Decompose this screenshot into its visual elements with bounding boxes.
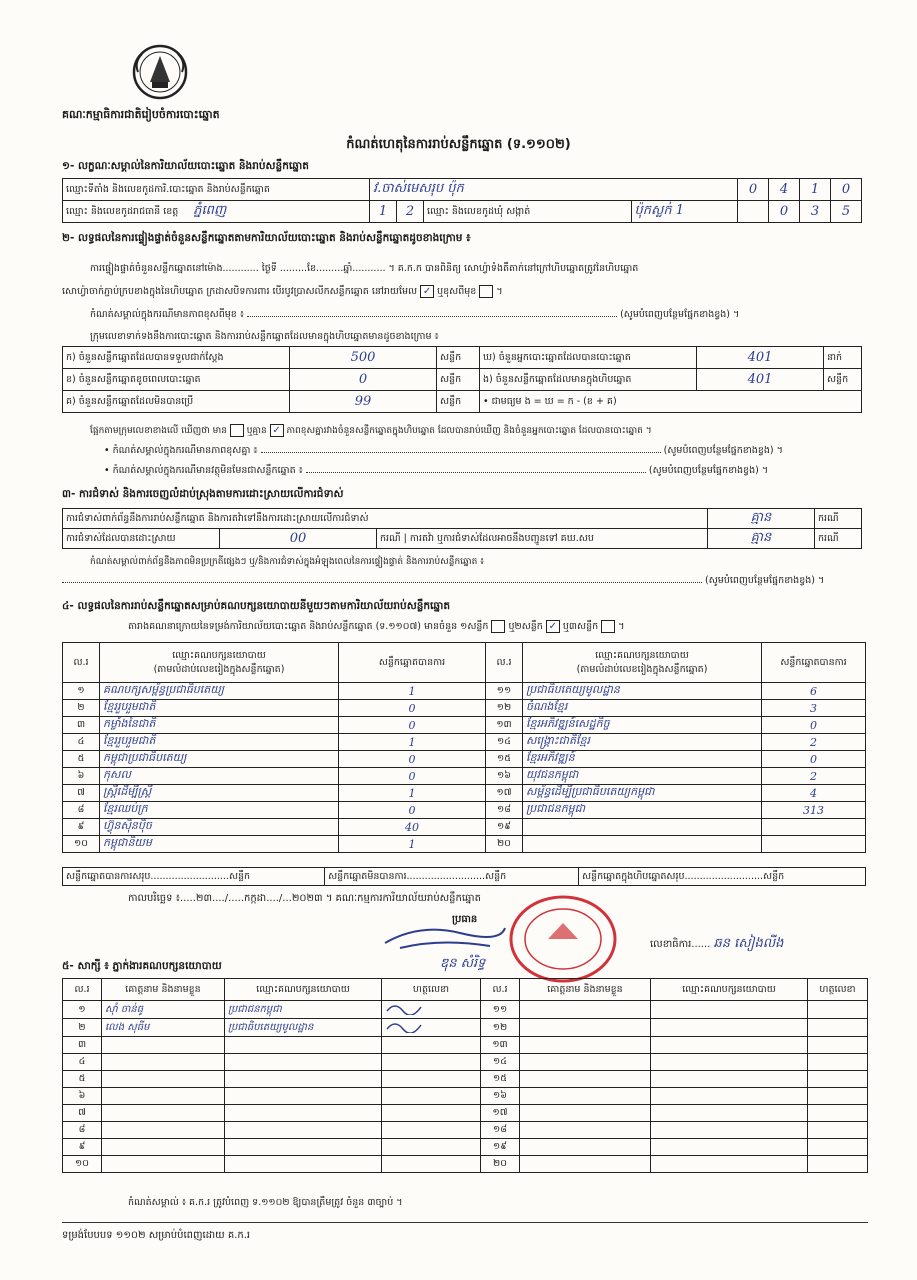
- party-row: [63, 768, 866, 785]
- witness-no: ១: [63, 1001, 102, 1019]
- section3-heading: ៣- ការជំទាស់ និងការចេញលំដាប់ស្រុងតាមការដោះស្រាយលើការជំទាស់: [62, 488, 344, 500]
- commune-code-3: 5: [831, 201, 862, 223]
- result-value-b: 0: [290, 369, 437, 391]
- section2-results-table: [62, 346, 862, 413]
- w-col-no-right: ល.រ: [481, 979, 520, 1001]
- party-votes: 2: [762, 734, 866, 751]
- party-no: ៧: [63, 785, 100, 802]
- party-name: ខ្មែរអភិវឌ្ឍន៍សេដ្ឋកិច្ច: [523, 717, 762, 734]
- witness-signature: [382, 1156, 481, 1173]
- resolved-unit: ករណី: [380, 532, 401, 544]
- total-valid: សន្លឹកឆ្នោតបានការសរុប..........................សន្លឹក: [63, 868, 325, 886]
- sheet2-box[interactable]: ✓: [546, 620, 560, 633]
- col-party-left-title: ឈ្មោះគណបក្សនយោបាយ: [172, 649, 266, 661]
- party-no: ២: [63, 700, 100, 717]
- note-line: [90, 308, 860, 322]
- date-line: កាលបរិច្ឆេទ ៖.....២៣..../.....កក្កដា..../...២០២៣ ។ គណៈកម្មការការិយាល័យរាប់សន្លឹកឆ្នោត: [128, 893, 481, 904]
- col-party-right: [523, 643, 762, 683]
- bullet2-dots: [306, 472, 646, 473]
- witness-table: [62, 978, 868, 1173]
- party-name: ខ្មែររួបរួមជាតិ: [100, 700, 339, 717]
- province-value: ភ្នំពេញ: [193, 203, 227, 218]
- place-label: ឈ្មោះទីតាំង និងលេខកូដការិ.បោះឆ្នោត និងរាប់សន្លឹកឆ្នោត: [63, 179, 370, 201]
- committee-name: គណៈកម្មាធិការជាតិរៀបចំការបោះឆ្នោត: [62, 108, 220, 121]
- section2-para2-end: ឬខុសពីមុខ: [437, 286, 477, 297]
- witness-no: ១៧: [481, 1105, 520, 1122]
- party-votes: 2: [762, 768, 866, 785]
- col-party-right-sub: (តាមលំដាប់លេខរៀងក្នុងសន្លឹកឆ្នោត): [576, 663, 708, 675]
- witness-name: [520, 1071, 651, 1088]
- totals-table: [62, 867, 866, 886]
- witness-name: [520, 1156, 651, 1173]
- witness-signature: [808, 1156, 868, 1173]
- witness-party: [225, 1105, 382, 1122]
- party-row: [63, 734, 866, 751]
- party-votes: 1: [339, 785, 486, 802]
- w-col-party-right: ឈ្មោះគណបក្សនយោបាយ: [651, 979, 808, 1001]
- witness-signature: [382, 1054, 481, 1071]
- w-col-name-left: គោត្តនាម និងនាមខ្លួន: [102, 979, 225, 1001]
- party-votes: 3: [762, 700, 866, 717]
- party-name: ខ្មែររួបរួមជាតិ: [100, 734, 339, 751]
- witness-no: ១៤: [481, 1054, 520, 1071]
- witness-party: [651, 1139, 808, 1156]
- party-row: [63, 751, 866, 768]
- witness-party: [225, 1122, 382, 1139]
- col-no-right: ល.រ: [486, 643, 523, 683]
- check-different-box[interactable]: [479, 285, 493, 298]
- witness-no: ១៨: [481, 1122, 520, 1139]
- party-no: ១២: [486, 700, 523, 717]
- witness-signature: [808, 1037, 868, 1054]
- resolved-value: 00: [220, 529, 377, 549]
- party-name: កម្ពុជានិយម: [100, 836, 339, 853]
- witness-name: ស៊ាំ ចាន់ធូ: [102, 1001, 225, 1019]
- witness-signature: [808, 1088, 868, 1105]
- party-no: ១៤: [486, 734, 523, 751]
- witness-row: [63, 1001, 868, 1019]
- witness-party: [651, 1071, 808, 1088]
- section4-intro-line: តារាងគណនាក្រោយនៃទម្រង់ការិយាល័យបោះឆ្នោត និងរាប់សន្លឹកឆ្នោត (ទ.១១០៧) មានចំនួន ១សន្លឹក ឬ២សន្លឹក ✓ ឬ៣សន្លឹក ។: [128, 621, 625, 632]
- witness-signature: [808, 1071, 868, 1088]
- section2-heading: ២- លទ្ធផលនៃការផ្ទៀងផ្ទាត់ចំនួនសន្លឹកឆ្នោតតាមការិយាល័យបោះឆ្នោត និងរាប់សន្លឹកឆ្នោតដូចខាងក្រោម ៖: [62, 232, 471, 244]
- party-no: ៥: [63, 751, 100, 768]
- party-no: ៣: [63, 717, 100, 734]
- witness-party: [651, 1156, 808, 1173]
- result-value-c: 99: [290, 391, 437, 413]
- w-col-sign-right: ហត្ថលេខា: [808, 979, 868, 1001]
- witness-name: [102, 1054, 225, 1071]
- witness-signature: [382, 1088, 481, 1105]
- party-name: សម្ព័ន្ធដើម្បីប្រជាធិបតេយ្យកម្ពុជា: [523, 785, 762, 802]
- witness-signature: [382, 1105, 481, 1122]
- witness-name: [102, 1156, 225, 1173]
- col-party-left: [100, 643, 339, 683]
- witness-signature: [382, 1122, 481, 1139]
- witness-party: [225, 1054, 382, 1071]
- w-col-name-right: គោត្តនាម និងនាមខ្លួន: [520, 979, 651, 1001]
- witness-row: [63, 1037, 868, 1054]
- witness-party: [651, 1037, 808, 1054]
- witness-no: ១១: [481, 1001, 520, 1019]
- col-no-left: ល.រ: [63, 643, 100, 683]
- party-name: [523, 819, 762, 836]
- witness-no: ៣: [63, 1037, 102, 1054]
- section5-heading: ៥- សាក្សី ៖ ភ្នាក់ងារគណបក្សនយោបាយ: [62, 960, 222, 972]
- witness-signature-mark: [385, 1019, 425, 1033]
- party-name: សង្គ្រោះជាតិខ្មែរ: [523, 734, 762, 751]
- place-code-4: 0: [831, 179, 862, 201]
- section5-footnote: កំណត់សម្គាល់ ៖ គ.ក.រ ត្រូវបំពេញ ទ.១១០២ ឱ្យបានត្រឹមត្រូវ ចំនួន ៣ច្បាប់ ។: [128, 1197, 403, 1208]
- witness-party: [651, 1054, 808, 1071]
- witness-party: [225, 1071, 382, 1088]
- witness-no: ៩: [63, 1139, 102, 1156]
- note-line-dots: [247, 316, 617, 317]
- witness-party: [225, 1156, 382, 1173]
- result-label-e: ង) ចំនួនសន្លឹកឆ្នោតដែលមានក្នុងហិបឆ្នោត: [480, 369, 697, 391]
- party-name: គណបក្សសម្ព័ន្ធប្រជាធិបតេយ្យ: [100, 683, 339, 700]
- section3-table: [62, 508, 862, 549]
- forwarded-unit: ករណី: [815, 529, 862, 549]
- party-votes: 0: [339, 700, 486, 717]
- witness-row: [63, 1019, 868, 1037]
- witness-no: ១៦: [481, 1088, 520, 1105]
- result-value-e: 401: [697, 369, 824, 391]
- province-cell: [63, 201, 370, 223]
- party-row: [63, 683, 866, 700]
- secretary-label: លេខាធិការ: [650, 939, 692, 950]
- party-no: ៦: [63, 768, 100, 785]
- difference-no-box[interactable]: ✓: [270, 424, 284, 437]
- result-value-a: 500: [290, 347, 437, 369]
- witness-signature: [808, 1122, 868, 1139]
- result-label-a: ក) ចំនួនសន្លឹកឆ្នោតដែលបានទទួលជាក់ស្តែង: [63, 347, 290, 369]
- witness-party: [651, 1122, 808, 1139]
- witness-name: [520, 1088, 651, 1105]
- witness-signature: [382, 1071, 481, 1088]
- party-no: ២០: [486, 836, 523, 853]
- witness-no: ១៩: [481, 1139, 520, 1156]
- province-code-2: 2: [397, 201, 424, 223]
- place-value: វ.ចាស់មេសរុប ប៉ុក: [370, 179, 738, 201]
- party-votes-table: [62, 642, 866, 853]
- section1-heading: ១- លក្ខណៈសម្គាល់នៃការិយាល័យបោះឆ្នោត និងរាប់សន្លឹកឆ្នោត: [62, 160, 309, 172]
- witness-name: [102, 1037, 225, 1054]
- witness-name: [102, 1071, 225, 1088]
- result-formula: • ជាមធ្យម ង = ឃ = ក - (ខ + គ): [480, 391, 862, 413]
- bullet1-line: [104, 444, 860, 458]
- resolved-label: ការជំទាស់ដែលបានដោះស្រាយ: [63, 529, 220, 549]
- party-votes: 4: [762, 785, 866, 802]
- total-invalid: សន្លឹកឆ្នោតមិនបានការ..........................សន្លឹក: [325, 868, 579, 886]
- witness-name: [102, 1122, 225, 1139]
- section4-intro2: ឬ២សន្លឹក: [508, 621, 543, 632]
- form-title: កំណត់ហេតុនៃការរាប់សន្លឹកឆ្នោត (ទ.១១០២): [346, 137, 571, 152]
- result-row: [63, 391, 862, 413]
- col-votes-left: សន្លឹកឆ្នោតបានការ: [339, 643, 486, 683]
- party-no: ៩: [63, 819, 100, 836]
- witness-party: [651, 1019, 808, 1037]
- objection-value: គ្មាន: [708, 509, 815, 529]
- witness-row: [63, 1105, 868, 1122]
- party-name: ប្រជាជនកម្ពុជា: [523, 802, 762, 819]
- witness-row: [63, 1122, 868, 1139]
- party-no: ១៧: [486, 785, 523, 802]
- commune-code-2: 3: [800, 201, 831, 223]
- section4-intro3: ឬ៣សន្លឹក: [562, 621, 599, 632]
- party-votes: 0: [339, 768, 486, 785]
- result-unit-d: នាក់: [824, 347, 862, 369]
- check-same-box[interactable]: ✓: [420, 285, 434, 298]
- forwarded-label: ការតវ៉ា ឬការជំទាស់ដែលអាចនឹងបញ្ជូនទៅ គឃ.សប: [409, 532, 594, 544]
- result-intro: ក្រុមលេខាទាក់ទងនឹងការបោះឆ្នោត និងការរាប់សន្លឹកឆ្នោតដែលមានក្នុងហិបឆ្នោតមានដូចខាងក្រោម ៖: [90, 331, 439, 342]
- col-party-left-sub: (តាមលំដាប់លេខរៀងក្នុងសន្លឹកឆ្នោត): [153, 663, 285, 675]
- province-label: ឈ្មោះ និងលេខកូដរាជធានី ខេត្ត: [66, 206, 179, 217]
- witness-no: ៨: [63, 1122, 102, 1139]
- witness-signature: [808, 1054, 868, 1071]
- difference-text-1: ផ្អែកតាមក្រុមលេខាខាងលើ ឃើញថា មាន: [90, 426, 227, 436]
- witness-row: [63, 1156, 868, 1173]
- result-label-d: ឃ) ចំនួនអ្នកបោះឆ្នោតដែលបានបោះឆ្នោត: [480, 347, 697, 369]
- w-col-sign-left: ហត្ថលេខា: [382, 979, 481, 1001]
- witness-name: [520, 1054, 651, 1071]
- party-no: ១១: [486, 683, 523, 700]
- result-label-b: ខ) ចំនួនសន្លឹកឆ្នោតខូចពេលបោះឆ្នោត: [63, 369, 290, 391]
- party-name: [523, 836, 762, 853]
- commune-label: ឈ្មោះ និងលេខកូដឃុំ សង្កាត់: [424, 201, 632, 223]
- difference-text-2: ឬគ្មាន: [246, 426, 267, 436]
- result-row: [63, 347, 862, 369]
- bullet2-label: • កំណត់សម្គាល់ក្នុងករណីមានវត្ថុមិនមែនជាសន្លឹកឆ្នោត ៖: [104, 465, 303, 476]
- result-value-d: 401: [697, 347, 824, 369]
- chair-name: ឌុន សំរិទ្ធ: [440, 956, 486, 971]
- objection-label: ការជំទាស់ពាក់ព័ន្ធនឹងការរាប់សន្លឹកឆ្នោត និងការតវ៉ាទៅនឹងការដោះស្រាយលើការជំទាស់: [63, 509, 708, 529]
- witness-row: [63, 1088, 868, 1105]
- party-votes: 6: [762, 683, 866, 700]
- section2-para2: សោហ្វ៉ាចាក់ភ្ជាប់ក្របខាងក្នុងនៃហិបឆ្នោត ក្រដាសបិទការពារ បើរបូវប្រាសលីកសន្លឹកឆ្នោត នៅរាយមែល: [62, 286, 418, 297]
- witness-signature: [808, 1139, 868, 1156]
- chair-label: ប្រធាន: [452, 914, 478, 925]
- bullet1-dots: [261, 452, 661, 453]
- resolved-mid: ករណី | ការតវ៉ា ឬការជំទាស់ដែលអាចនឹងបញ្ជូនទៅ គឃ.សប: [377, 529, 708, 549]
- commune-value: ប៉ុកស្លក់ 1: [631, 201, 737, 223]
- witness-no: ១៣: [481, 1037, 520, 1054]
- witness-party: ប្រជាធិបតេយ្យមូលដ្ឋាន: [225, 1019, 382, 1037]
- party-no: ១៣: [486, 717, 523, 734]
- party-no: ៨: [63, 802, 100, 819]
- party-row: [63, 836, 866, 853]
- secretary-line: លេខាធិការ...... ឆន សៀងលីង: [650, 936, 784, 951]
- result-unit-c: សន្លឹក: [437, 391, 480, 413]
- party-votes: 40: [339, 819, 486, 836]
- result-row: [63, 369, 862, 391]
- party-name: ខ្មែរឈប់ក្រ: [100, 802, 339, 819]
- party-no: ១០: [63, 836, 100, 853]
- bullet1-fill: (សូមបំពេញបន្ថែមផ្នែកខាងខ្វង) ។: [663, 445, 783, 456]
- witness-name: [102, 1088, 225, 1105]
- difference-yes-box[interactable]: [230, 424, 244, 437]
- witness-party: [651, 1001, 808, 1019]
- party-row: [63, 700, 866, 717]
- party-name: ប្រជាធិបតេយ្យមូលដ្ឋាន: [523, 683, 762, 700]
- witness-party: ប្រជាជនកម្ពុជា: [225, 1001, 382, 1019]
- section2-para1: ការផ្ទៀងផ្ទាត់ចំនួនសន្លឹកឆ្នោតនៅម៉ោង............ ថ្ងៃទី .........ខែ.........ឆ្នាំ........... ។ គ.ក.ក បានពិនិត្យ សោហ្វ៉ាទំងតឹតាក់នៅក្រៅហិបឆ្នោតត្រូវនៃហិបឆ្នោត: [90, 263, 639, 274]
- witness-signature-mark: [385, 1001, 425, 1015]
- w-col-no-left: ល.រ: [63, 979, 102, 1001]
- witness-party: [651, 1088, 808, 1105]
- party-votes: 0: [339, 751, 486, 768]
- witness-no: ៥: [63, 1071, 102, 1088]
- party-name: ខ្មែរអភិវឌ្ឍន៍: [523, 751, 762, 768]
- result-unit-a: សន្លឹក: [437, 347, 480, 369]
- place-code-1: 0: [738, 179, 769, 201]
- party-votes: 0: [339, 717, 486, 734]
- witness-name: [520, 1139, 651, 1156]
- witness-no: ៦: [63, 1088, 102, 1105]
- party-row: [63, 819, 866, 836]
- party-votes: [762, 819, 866, 836]
- party-row: [63, 802, 866, 819]
- official-stamp: [508, 895, 618, 983]
- col-party-right-title: ឈ្មោះគណបក្សនយោបាយ: [595, 649, 689, 661]
- party-votes: 0: [762, 717, 866, 734]
- party-no: ៤: [63, 734, 100, 751]
- witness-signature: [808, 1019, 868, 1037]
- difference-line: [90, 424, 652, 438]
- party-no: ១: [63, 683, 100, 700]
- witness-signature: [808, 1105, 868, 1122]
- party-votes: 0: [762, 751, 866, 768]
- witness-row: [63, 1054, 868, 1071]
- chair-signature: [380, 918, 510, 958]
- witness-name: [520, 1122, 651, 1139]
- party-no: ១៥: [486, 751, 523, 768]
- section3-fill-line: [62, 574, 862, 588]
- secretary-name: ឆន សៀងលីង: [713, 936, 784, 951]
- witness-name: [520, 1001, 651, 1019]
- witness-party: [651, 1105, 808, 1122]
- party-row: [63, 785, 866, 802]
- witness-name: [520, 1037, 651, 1054]
- party-no: ១៨: [486, 802, 523, 819]
- bullet1-label: • កំណត់សម្គាល់ក្នុងករណីមានភាពខុសគ្នា ៖: [104, 445, 258, 456]
- witness-row: [63, 1071, 868, 1088]
- witness-name: [520, 1019, 651, 1037]
- witness-no: ២០: [481, 1156, 520, 1173]
- party-votes: 0: [339, 802, 486, 819]
- section1-table: [62, 178, 862, 223]
- party-name: ស្ត្រីដើម្បីស្ត្រី: [100, 785, 339, 802]
- col-votes-right: សន្លឹកឆ្នោតបានការ: [762, 643, 866, 683]
- section3-dots: [62, 582, 702, 583]
- total-in-box: សន្លឹកឆ្នោតក្នុងហិបឆ្នោតសរុប..........................សន្លឹក: [579, 868, 866, 886]
- party-votes: [762, 836, 866, 853]
- objection-unit: ករណី: [815, 509, 862, 529]
- forwarded-value: គ្មាន: [708, 529, 815, 549]
- place-code-3: 1: [800, 179, 831, 201]
- witness-name: [520, 1105, 651, 1122]
- witness-no: ៧: [63, 1105, 102, 1122]
- witness-no: ១៥: [481, 1071, 520, 1088]
- witness-name: លេង សុធីម: [102, 1019, 225, 1037]
- province-code-1: 1: [370, 201, 397, 223]
- commune-code-1: 0: [769, 201, 800, 223]
- witness-no: ២: [63, 1019, 102, 1037]
- witness-signature: [382, 1001, 481, 1019]
- witness-no: ១២: [481, 1019, 520, 1037]
- difference-text-3: ភាពខុសគ្នារវាងចំនួនសន្លឹកឆ្នោតក្នុងហិបឆ្នោត ដែលបានរាប់ឃើញ និងចំនួនអ្នកបោះឆ្នោត ដែលបានបោះឆ្នោត ។: [286, 426, 652, 436]
- witness-party: [225, 1037, 382, 1054]
- witness-party: [225, 1088, 382, 1105]
- witness-name: [102, 1105, 225, 1122]
- party-no: ១៩: [486, 819, 523, 836]
- party-name: ហ៊្វុនស៊ិនប៉ិច: [100, 819, 339, 836]
- commune-code-blank: [738, 201, 769, 223]
- witness-no: ៤: [63, 1054, 102, 1071]
- witness-party: [225, 1139, 382, 1156]
- party-row: [63, 717, 866, 734]
- result-unit-e: សន្លឹក: [824, 369, 862, 391]
- section3-note: កំណត់សម្គាល់ពាក់ព័ន្ធនឹងភាពមិនប្រក្រតីផ្សេងៗ ឬ/និងការជំទាស់ក្នុងអំឡុងពេលនៃការផ្ទៀងផ្ទាត់ និងការរាប់សន្លឹកឆ្នោត ៖: [90, 557, 485, 567]
- result-unit-b: សន្លឹក: [437, 369, 480, 391]
- place-code-2: 4: [769, 179, 800, 201]
- witness-no: ១០: [63, 1156, 102, 1173]
- party-no: ១៦: [486, 768, 523, 785]
- party-votes: 1: [339, 683, 486, 700]
- witness-signature: [382, 1037, 481, 1054]
- bullet2-line: [104, 464, 860, 478]
- party-name: កម្ពុជាប្រជាធិបតេយ្យ: [100, 751, 339, 768]
- section4-heading: ៤- លទ្ធផលនៃការរាប់សន្លឹកឆ្នោតសម្រាប់គណបក្សនយោបាយនីមួយៗតាមការិយាល័យរាប់សន្លឹកឆ្នោត: [62, 600, 451, 612]
- party-name: យុវជនកម្ពុជា: [523, 768, 762, 785]
- sheet1-box[interactable]: [491, 620, 505, 633]
- witness-signature: [382, 1139, 481, 1156]
- witness-name: [102, 1139, 225, 1156]
- witness-row: [63, 1139, 868, 1156]
- section3-fill: (សូមបំពេញបន្ថែមផ្នែកខាងខ្វង) ។: [705, 575, 825, 586]
- bullet2-fill: (សូមបំពេញបន្ថែមផ្នែកខាងខ្វង) ។: [648, 465, 769, 476]
- note-line-label: កំណត់សម្គាល់ក្នុងករណីមានភាពខុសពីមុខ ៖: [90, 309, 245, 320]
- w-col-party-left: ឈ្មោះគណបក្សនយោបាយ: [225, 979, 382, 1001]
- section4-intro: តារាងគណនាក្រោយនៃទម្រង់ការិយាល័យបោះឆ្នោត និងរាប់សន្លឹកឆ្នោត (ទ.១១០៧) មានចំនួន ១សន្លឹក: [128, 621, 489, 632]
- footer-rule: [62, 1222, 868, 1223]
- party-name: កម្លាំងនៃជាតិ: [100, 717, 339, 734]
- section2-para2-line: សោហ្វ៉ាចាក់ភ្ជាប់ក្របខាងក្នុងនៃហិបឆ្នោត ក្រដាសបិទការពារ បើរបូវប្រាសលីកសន្លឹកឆ្នោត នៅរាយមែល ✓ ឬខុសពីមុខ ។: [62, 286, 503, 297]
- sheet3-box[interactable]: [601, 620, 615, 633]
- party-votes: 313: [762, 802, 866, 819]
- result-label-c: គ) ចំនួនសន្លឹកឆ្នោតដែលមិនបានប្រើ: [63, 391, 290, 413]
- nec-emblem-icon: [130, 42, 190, 104]
- party-votes: 1: [339, 734, 486, 751]
- witness-signature: [808, 1001, 868, 1019]
- party-name: កុសល: [100, 768, 339, 785]
- note-line-fill: (សូមបំពេញបន្ថែមផ្នែកខាងខ្វង) ។: [620, 309, 740, 320]
- witness-signature: [382, 1019, 481, 1037]
- party-name: ចំណងខ្មែរ: [523, 700, 762, 717]
- form-footer: ទម្រង់បែបបទ ១១០២ សម្រាប់បំពេញដោយ គ.ក.រ: [62, 1230, 251, 1241]
- party-votes: 1: [339, 836, 486, 853]
